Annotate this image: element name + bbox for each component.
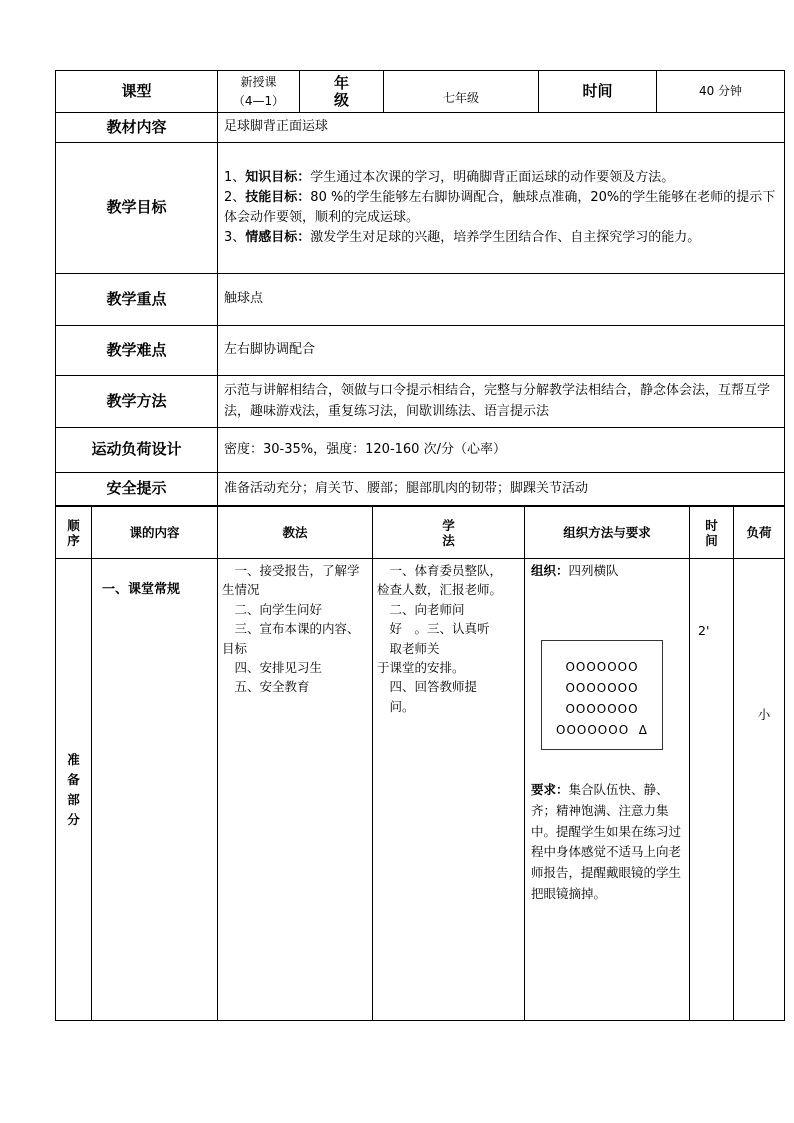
requirements-title: 要求：: [531, 782, 569, 798]
teaching-header: 教法: [218, 507, 373, 559]
time-header: 时间: [690, 507, 734, 559]
content-header: 课的内容: [92, 507, 218, 559]
time-label: 时间: [539, 71, 657, 113]
grade-label-line2: 级: [333, 90, 349, 109]
teaching-step: 四、安排见习生: [222, 659, 323, 675]
time-value: 40 分钟: [657, 71, 785, 113]
goal-3-title: 情感目标：: [245, 230, 311, 246]
method-value: 示范与讲解相结合，领做与口令提示相结合，完整与分解教学法相结合，静念体会法，互帮互学法，趣味游戏法，重复练习法，间歇训练法、语言提示法: [218, 376, 785, 428]
organization-header: 组织方法与要求: [525, 507, 690, 559]
load-header: 负荷: [734, 507, 785, 559]
difficulty-value: 左右脚协调配合: [218, 326, 785, 376]
goals-label: 教学目标: [56, 143, 218, 274]
teaching-step: 五、安全教育: [222, 679, 310, 695]
goals-value: [218, 143, 785, 274]
formation-row: OOOOOOO: [565, 660, 639, 675]
learning-step: 二、向老师问: [377, 601, 465, 617]
load-label: 运动负荷设计: [56, 428, 218, 473]
goal-1-title: 知识目标：: [245, 169, 311, 185]
goal-1-text: 学生通过本次课的学习，明确脚背正面运球的动作要领及方法。: [310, 169, 675, 185]
goal-3-prefix: 3、: [224, 230, 246, 246]
learning-header-line2: 法: [442, 532, 455, 548]
organization-line: [531, 561, 683, 580]
content-label: 教材内容: [56, 113, 218, 143]
organization-cell: [525, 559, 690, 1021]
load-value: 小: [757, 707, 771, 722]
grade-label: [300, 71, 384, 113]
grade-value: 七年级: [384, 71, 539, 113]
teaching-step: 三、宣布本课的内容、目标: [222, 621, 360, 656]
section-label-char: 备: [67, 771, 80, 787]
course-type-label: 课型: [56, 71, 218, 113]
formation-row: OOOOOOO: [565, 702, 639, 717]
order-header: 顺序: [56, 507, 92, 559]
course-type-value-line1: 新授课: [240, 74, 277, 89]
learning-header: [373, 507, 525, 559]
goal-3: [224, 228, 778, 248]
lesson-topic-cell: [92, 559, 218, 1021]
requirements: [531, 780, 683, 904]
load-cell: [734, 559, 785, 1021]
section-label-char: 分: [67, 811, 80, 827]
organization-title: 组织：: [531, 563, 569, 578]
organization-value: 四列横队: [568, 563, 619, 578]
lesson-info-table: [55, 70, 785, 506]
key-value: 触球点: [218, 274, 785, 326]
learning-step: 于课堂的安排。: [377, 659, 465, 675]
learning-step: 取老师关: [377, 640, 440, 656]
learning-step: 好 。三、认真听: [377, 621, 490, 637]
content-value: 足球脚背正面运球: [218, 113, 785, 143]
teaching-step: 一、接受报告，了解学生情况: [222, 563, 360, 598]
learning-cell: [373, 559, 525, 1021]
lesson-process-table: [55, 506, 785, 1021]
requirements-text: 集合队伍快、静、齐；精神饱满、注意力集中。提醒学生如果在练习过程中身体感觉不适马上向老师报告，提醒戴眼镜的学生把眼镜摘掉。: [531, 782, 682, 901]
lesson-topic: 一、课堂常规: [102, 582, 181, 597]
key-label: 教学重点: [56, 274, 218, 326]
section-label-char: 准: [67, 751, 80, 767]
goal-2-title: 技能目标：: [245, 189, 311, 205]
formation-row: OOOOOOO Δ: [556, 723, 648, 738]
learning-step: 问。: [377, 698, 415, 714]
method-label: 教学方法: [56, 376, 218, 428]
goal-2-text: 80 %的学生能够左右脚协调配合，触球点准确，20%的学生能够在老师的提示下体会动作要领，顺利的完成运球。: [224, 189, 776, 225]
goal-3-text: 激发学生对足球的兴趣，培养学生团结合作、自主探究学习的能力。: [310, 230, 701, 246]
goal-2-prefix: 2、: [224, 189, 246, 205]
formation-diagram: [541, 640, 663, 750]
grade-label-line1: 年: [333, 74, 349, 92]
learning-header-line1: 学: [442, 517, 455, 533]
learning-step: 四、回答教师提: [377, 679, 478, 695]
teaching-step: 二、向学生问好: [222, 601, 323, 617]
difficulty-label: 教学难点: [56, 326, 218, 376]
safety-value: 准备活动充分；肩关节、腰部；腿部肌肉的韧带；脚踝关节活动: [218, 473, 785, 506]
time-cell: [690, 559, 734, 1021]
goal-2: [224, 188, 778, 228]
section-label-preparation: [56, 559, 92, 1021]
formation-row: OOOOOOO: [565, 681, 639, 696]
teaching-cell: [218, 559, 373, 1021]
course-type-value-line2: （4—1）: [232, 93, 285, 108]
load-value: 密度：30-35%，强度：120-160 次/分（心率）: [218, 428, 785, 473]
goal-1-prefix: 1、: [224, 169, 246, 185]
safety-label: 安全提示: [56, 473, 218, 506]
learning-step: 一、体育委员整队， 检查人数，汇报老师。: [377, 563, 509, 598]
time-value: 2': [698, 623, 710, 638]
goal-1: [224, 168, 778, 188]
section-label-char: 部: [67, 791, 80, 807]
course-type-value: [218, 71, 300, 113]
